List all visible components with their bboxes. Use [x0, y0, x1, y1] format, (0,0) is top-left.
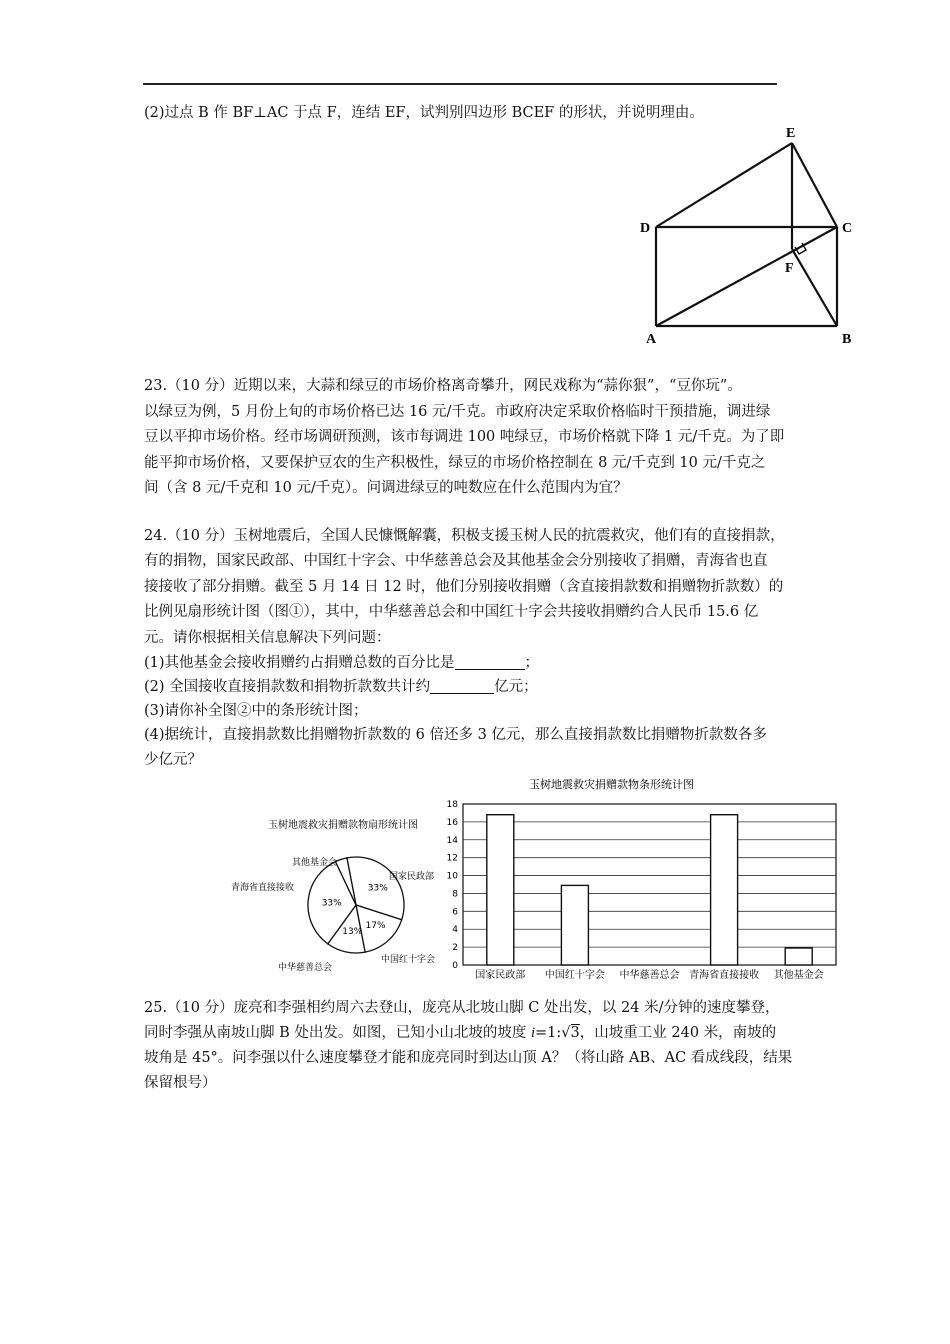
pie-title: 玉树地震救灾捐赠款物扇形统计图: [268, 820, 418, 831]
q24-sub1: [144, 651, 539, 672]
bar-plot-frame: [463, 804, 836, 965]
pie-slice-name: 中国红十字会: [381, 955, 436, 965]
q24-sub2: [144, 675, 538, 696]
q24-line-1: 24.（10 分）玉树地震后，全国人民慷慨解囊，积极支援玉树人民的抗震救灾，他们有的直接捐款，: [144, 528, 785, 544]
answer-blank-1[interactable]: [455, 653, 525, 670]
q25-line-2b: ，山坡重工业 240 米，南坡的: [579, 1025, 777, 1041]
pie-slice-name: 青海省直接接收: [231, 883, 295, 893]
q24-line-3: 接接收了部分捐赠。截至 5 月 14 日 12 时，他们分别接收捐赠（含直接捐款数和捐赠物折款数）的: [144, 579, 784, 595]
q23-line-3: 豆以平抑市场价格。经市场调研预测，该市每调进 100 吨绿豆，市场价格就下降 1 元/千克。为了即: [144, 429, 785, 445]
bar-ytick-label: 2: [452, 943, 458, 954]
q23-line-5: 间（含 8 元/千克和 10 元/千克）。问调进绿豆的吨数应在什么范围内为宜？: [144, 480, 628, 496]
q25-line-2a: 同时李强从南坡山脚 B 处出发。如图，已知小山北坡的坡度: [144, 1025, 527, 1041]
q24-line-2: 有的捐物，国家民政部、中国红十字会、中华慈善总会及其他基金会分别接收了捐赠，青海省也直: [144, 553, 768, 569]
segment-ec: [792, 143, 837, 227]
pie-slice-name: 国家民政部: [389, 872, 435, 882]
sqrt-value: 3: [570, 1025, 580, 1041]
bar-title: 玉树地震救灾捐赠款物条形统计图: [529, 778, 694, 791]
bar-category-label: 其他基金会: [773, 970, 824, 981]
bar-ytick-label: 10: [446, 871, 458, 882]
q24-sub4-line-1: (4)据统计，直接捐款数比捐赠物折款数的 6 倍还多 3 亿元，那么直接捐款数比捐赠物折款数各多: [144, 727, 767, 743]
bar-category-label: 中华慈善总会: [619, 970, 680, 981]
bar: [487, 815, 514, 965]
pie-slice-percent: 33%: [321, 898, 342, 909]
bar-ytick-label: 0: [452, 961, 458, 971]
pie-slice-percent: 17%: [365, 920, 386, 931]
q24-line-5: 元。请你根据相关信息解决下列问题：: [144, 630, 391, 646]
q25-line-2: [144, 1021, 776, 1042]
q22-part2-text: (2)过点 B 作 BF⊥AC 于点 F，连结 EF，试判别四边形 BCEF 的形状，并说明理由。: [144, 105, 704, 121]
q23-line-2: 以绿豆为例，5 月份上旬的市场价格已达 16 元/千克。市政府决定采取价格临时干预措施，调进绿: [144, 404, 771, 420]
sqrt-icon: √: [561, 1025, 571, 1041]
bar-ytick-label: 8: [452, 889, 458, 900]
bar-category-label: 青海省直接接收: [689, 970, 760, 981]
top-rule: [143, 83, 777, 85]
q24-sub4-line-2: 少亿元？: [144, 752, 202, 768]
q23-line-1: 23.（10 分）近期以来，大蒜和绿豆的市场价格离奇攀升，网民戏称为“蒜你狠”，“豆你玩”。: [144, 378, 742, 394]
segment-de: [656, 143, 792, 227]
pie-chart: [225, 810, 450, 980]
pie-slice-name: 其他基金会: [292, 858, 338, 868]
bar-ytick-label: 14: [446, 835, 458, 846]
q25-line-4: 保留根号）: [144, 1075, 217, 1091]
bar: [561, 885, 588, 965]
q24-sub3: (3)请你补全图②中的条形统计图；: [144, 703, 368, 719]
label-f: F: [785, 261, 794, 276]
slope-i: i: [530, 1025, 536, 1041]
q24-sub1-text: (1)其他基金会接收捐赠约占捐赠总数的百分比是: [144, 655, 455, 671]
pie-slice-percent: 33%: [367, 883, 388, 894]
q24-sub2-end: 亿元；: [494, 679, 538, 695]
bar: [711, 815, 738, 965]
q23-line-4: 能平抑市场价格，又要保护豆农的生产积极性，绿豆的市场价格控制在 8 元/千克到 10 元/千克之: [144, 455, 766, 471]
label-c: C: [842, 221, 853, 236]
bar: [785, 948, 812, 965]
bar-category-label: 国家民政部: [475, 970, 526, 981]
q24-sub1-end: ；: [524, 655, 540, 671]
segment-fb: [792, 249, 837, 326]
label-a: A: [646, 332, 657, 347]
label-d: D: [640, 221, 651, 236]
segment-ac: [656, 227, 837, 326]
label-e: E: [786, 126, 796, 141]
answer-blank-2[interactable]: [430, 677, 494, 694]
bar-ytick-label: 12: [446, 853, 458, 864]
pie-slice-percent: 13%: [342, 926, 363, 937]
bar-category-label: 中国红十字会: [544, 970, 605, 981]
bar-ytick-label: 16: [446, 817, 458, 828]
q25-line-1: 25.（10 分）庞亮和李强相约周六去登山，庞亮从北坡山脚 C 处出发，以 24 米/分钟的速度攀登，: [144, 1000, 780, 1016]
label-b: B: [842, 332, 852, 347]
pie-slice-name: 中华慈善总会: [278, 963, 333, 973]
bar-ytick-label: 4: [452, 925, 458, 936]
q25-line-3: 坡角是 45°。问李强以什么速度攀登才能和庞亮同时到达山顶 A？（将山路 AB、AC 看成线段，结果: [144, 1050, 793, 1066]
q24-line-4: 比例见扇形统计图（图①），其中，中华慈善总会和中国红十字会共接收捐赠约合人民币 15.6 亿: [144, 604, 759, 620]
bar-chart: [440, 770, 870, 985]
geometry-figure: [630, 118, 870, 350]
slope-ratio: =1:: [535, 1025, 562, 1041]
bar-ytick-label: 18: [446, 800, 458, 810]
q24-sub2-text: (2) 全国接收直接捐款数和捐物折款数共计约: [144, 679, 431, 695]
bar-ytick-label: 6: [452, 907, 458, 918]
